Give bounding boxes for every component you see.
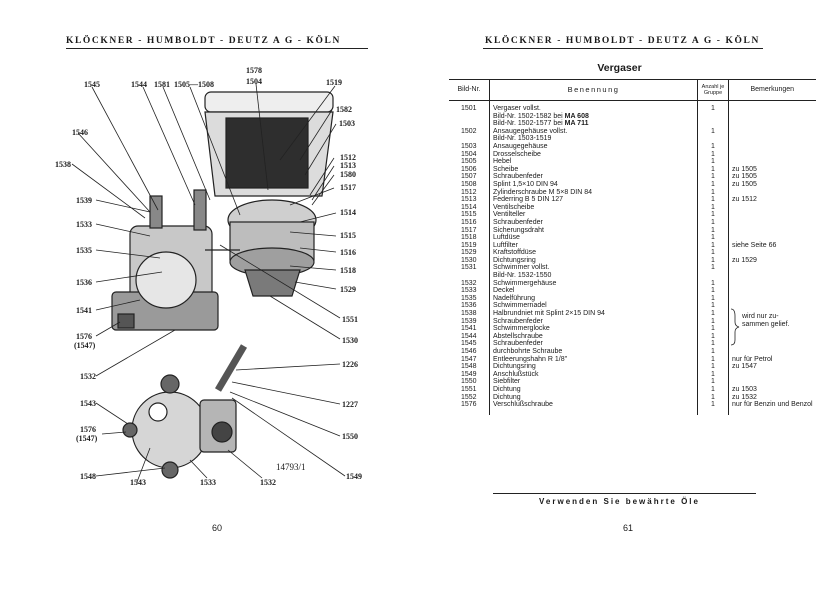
- callout-1536: 1536: [76, 278, 92, 287]
- cell-designation: Dichtungsring: [490, 257, 698, 265]
- right-page-header: KLÖCKNER - HUMBOLDT - DEUTZ A G - KÖLN: [485, 36, 760, 46]
- cell-designation: Schwimmerglocke: [490, 325, 698, 333]
- cell-quantity: 1: [698, 295, 729, 303]
- adjusting-screw: [194, 190, 206, 230]
- cell-designation: Schwimmergehäuse: [490, 280, 698, 288]
- cell-figure-no: 1536: [461, 302, 477, 310]
- cell-quantity: 1: [698, 280, 729, 288]
- cell-quantity: 1: [698, 257, 729, 265]
- cell-quantity: 1: [698, 101, 729, 113]
- cell-figure-no: 1545: [461, 340, 477, 348]
- cell-designation: Kraftstoffdüse: [490, 249, 698, 257]
- callout-1582: 1582: [336, 105, 352, 114]
- cell-figure-no: 1504: [461, 150, 477, 158]
- cell-figure-no: 1519: [461, 241, 477, 249]
- plug-screw: [118, 314, 134, 328]
- cell-quantity: 1: [698, 394, 729, 402]
- cell-remarks: zu 1529: [729, 257, 816, 265]
- cell-designation: Luftfilter: [490, 242, 698, 250]
- cell-quantity: 1: [698, 401, 729, 415]
- cell-designation: durchbohrte Schraube: [490, 348, 698, 356]
- cell-quantity: 1: [698, 310, 729, 318]
- cell-designation: Schraubenfeder: [490, 318, 698, 326]
- column-header-quantity: Anzahl je Gruppe: [698, 80, 729, 101]
- callout-1543-bottom: 1543: [130, 478, 146, 487]
- cell-designation: Schraubenfeder: [490, 219, 698, 227]
- cell-designation: Schraubenfeder: [490, 173, 698, 181]
- callout-1532-bottom: 1532: [260, 478, 276, 487]
- cell-remarks: zu 1505: [729, 181, 816, 189]
- cell-figure-no: 1503: [461, 142, 477, 150]
- callout-1512: 1512: [340, 153, 356, 162]
- cell-designation: Abstellschraube: [490, 333, 698, 341]
- callout-1549: 1549: [346, 472, 362, 481]
- drawing-code: 14793/1: [276, 462, 306, 472]
- callout-1580: 1580: [340, 170, 356, 179]
- cell-quantity: 1: [698, 371, 729, 379]
- cell-quantity: 1: [698, 158, 729, 166]
- cell-remarks: zu 1505: [729, 173, 816, 181]
- cell-designation: Siebfilter: [490, 378, 698, 386]
- cell-figure-no: 1539: [461, 317, 477, 325]
- cell-designation: Federring B 5 DIN 127: [490, 196, 698, 204]
- callout-1529: 1529: [340, 285, 356, 294]
- parts-table-title: Vergaser: [597, 62, 642, 74]
- cell-figure-no: 1576: [461, 401, 477, 409]
- cell-figure-no: 1547: [461, 355, 477, 363]
- cell-designation: Verschlußschraube: [490, 401, 698, 415]
- cell-designation: Schraubenfeder: [490, 340, 698, 348]
- cell-quantity: 1: [698, 196, 729, 204]
- cell-figure-no: 1506: [461, 165, 477, 173]
- cell-figure-no: 1548: [461, 363, 477, 371]
- column-header-figure-no: Bild-Nr.: [449, 80, 490, 101]
- cell-designation: Nadelführung: [490, 295, 698, 303]
- cell-designation: Bild-Nr. 1532-1550: [490, 272, 698, 280]
- cell-designation: Bild-Nr. 1503-1519: [490, 135, 698, 143]
- column-header-designation: Benennung: [490, 80, 698, 101]
- callout-1578: 1578: [246, 66, 262, 75]
- left-page-header: KLÖCKNER - HUMBOLDT - DEUTZ A G - KÖLN: [66, 36, 341, 46]
- cell-quantity: 1: [698, 219, 729, 227]
- cell-designation: Hebel: [490, 158, 698, 166]
- callout-1544: 1544: [131, 80, 147, 89]
- cell-figure-no: 1518: [461, 234, 477, 242]
- cell-figure-no: 1502: [461, 127, 477, 135]
- cell-designation: Bild-Nr. 1502-1577 bei MA 711: [490, 120, 698, 128]
- cell-figure-no: 1541: [461, 325, 477, 333]
- callout-1547-side: (1547): [74, 341, 96, 350]
- cell-quantity: 1: [698, 333, 729, 341]
- cell-designation: Ansaugegehäuse: [490, 143, 698, 151]
- cell-quantity: 1: [698, 128, 729, 136]
- cell-figure-no: 1544: [461, 332, 477, 340]
- cell-quantity: 1: [698, 173, 729, 181]
- callout-1514: 1514: [340, 208, 356, 217]
- callout-1530: 1530: [342, 336, 358, 345]
- callout-1535: 1535: [76, 246, 92, 255]
- cell-designation: Splint 1,5×10 DIN 94: [490, 181, 698, 189]
- callout-1576-side: 1576: [76, 332, 92, 341]
- cell-figure-no: 1532: [461, 279, 477, 287]
- cell-designation: Drosselscheibe: [490, 151, 698, 159]
- callout-1543-left: 1543: [80, 399, 96, 408]
- footer-rule: [493, 493, 756, 494]
- cell-figure-no: 1533: [461, 287, 477, 295]
- cell-designation: Zylinderschraube M 5×8 DIN 84: [490, 189, 698, 197]
- cell-quantity: 1: [698, 234, 729, 242]
- cell-quantity: 1: [698, 211, 729, 219]
- cell-quantity: 1: [698, 166, 729, 174]
- cell-designation: Anschlußstück: [490, 371, 698, 379]
- float-bowl: [136, 252, 196, 308]
- cell-figure-no: 1535: [461, 294, 477, 302]
- cell-figure-no: 1552: [461, 393, 477, 401]
- cell-quantity: 1: [698, 143, 729, 151]
- brace-note: wird nur zu- sammen gelief.: [742, 313, 790, 328]
- cell-remarks: zu 1532: [729, 394, 816, 402]
- cell-quantity: 1: [698, 340, 729, 348]
- callout-1513: 1513: [340, 161, 356, 170]
- cell-figure-no: 1530: [461, 256, 477, 264]
- cell-remarks: zu 1547: [729, 363, 816, 371]
- cell-quantity: 1: [698, 363, 729, 371]
- cell-figure-no: 1546: [461, 348, 477, 355]
- callout-1533-side: 1533: [76, 220, 92, 229]
- air-filter-lid: [205, 92, 333, 112]
- cell-quantity: 1: [698, 249, 729, 257]
- cell-figure-no: 1514: [461, 203, 477, 211]
- cell-quantity: 1: [698, 242, 729, 250]
- callout-1576-bottom: 1576: [80, 425, 96, 434]
- cell-figure-no: 1538: [461, 310, 477, 318]
- cell-figure-no: 1508: [461, 180, 477, 188]
- callout-1550: 1550: [342, 432, 358, 441]
- cell-quantity: 1: [698, 318, 729, 326]
- callout-1517: 1517: [340, 183, 356, 192]
- cell-designation: Luftdüse: [490, 234, 698, 242]
- callout-1538: 1538: [55, 160, 71, 169]
- right-page-number: 61: [623, 523, 634, 533]
- cell-quantity: 1: [698, 181, 729, 189]
- cell-designation: Dichtung: [490, 386, 698, 394]
- cell-designation: Bild-Nr. 1502-1582 bei MA 608: [490, 113, 698, 121]
- left-page-number: 60: [212, 523, 223, 533]
- cell-remarks: zu 1512: [729, 196, 816, 204]
- cell-figure-no: 1515: [461, 211, 477, 219]
- cell-quantity: 1: [698, 287, 729, 295]
- cell-designation: Sicherungsdraht: [490, 227, 698, 235]
- cell-quantity: 1: [698, 151, 729, 159]
- cell-quantity: 1: [698, 386, 729, 394]
- cell-designation: Schwimmer vollst.: [490, 264, 698, 272]
- cell-designation: Vergaser vollst.: [490, 101, 698, 113]
- cell-remarks: nur für Petrol: [729, 356, 816, 364]
- callout-1547-bottom: (1547): [76, 434, 98, 443]
- cell-remarks: siehe Seite 66: [729, 242, 816, 250]
- callout-1227: 1227: [342, 400, 358, 409]
- cell-quantity: 1: [698, 356, 729, 364]
- cell-figure-no: 1517: [461, 226, 477, 234]
- cell-designation: Deckel: [490, 287, 698, 295]
- cell-figure-no: 1551: [461, 385, 477, 393]
- cell-designation: Ansaugegehäuse vollst.: [490, 128, 698, 136]
- callout-1503: 1503: [339, 119, 355, 128]
- callout-1515: 1515: [340, 231, 356, 240]
- callout-1518: 1518: [340, 266, 356, 275]
- model-designation: MA 608: [564, 112, 589, 120]
- callout-1546: 1546: [72, 128, 88, 137]
- cell-quantity: 1: [698, 348, 729, 356]
- cell-remarks: zu 1503: [729, 386, 816, 394]
- cell-figure-no: 1512: [461, 188, 477, 196]
- cell-designation: Halbrundniet mit Splint 2×15 DIN 94: [490, 310, 698, 318]
- callout-1504: 1504: [246, 77, 262, 86]
- grouping-brace: [731, 309, 739, 345]
- cell-quantity: 1: [698, 227, 729, 235]
- brace-graphic: [413, 0, 826, 600]
- cell-figure-no: 1550: [461, 378, 477, 386]
- float-spring: [150, 196, 162, 228]
- callout-1533-bottom: 1533: [200, 478, 216, 487]
- cell-quantity: 1: [698, 264, 729, 272]
- cell-quantity: 1: [698, 302, 729, 310]
- callout-1551: 1551: [342, 315, 358, 324]
- column-header-remarks: Bemerkungen: [729, 80, 816, 101]
- cell-figure-no: 1529: [461, 249, 477, 257]
- callout-1541: 1541: [76, 306, 92, 315]
- callout-1539: 1539: [76, 196, 92, 205]
- callout-1581: 1581: [154, 80, 170, 89]
- right-page: [413, 0, 826, 600]
- cell-quantity: 1: [698, 204, 729, 212]
- cell-figure-no: 1531: [461, 264, 477, 272]
- cell-quantity: 1: [698, 378, 729, 386]
- cell-figure-no: 1505: [461, 158, 477, 166]
- callout-1532-side: 1532: [80, 372, 96, 381]
- footer-slogan: Verwenden Sie bewährte Öle: [539, 497, 700, 506]
- callout-1226: 1226: [342, 360, 358, 369]
- cell-figure-no: 1516: [461, 218, 477, 226]
- air-filter-inner-shadow: [226, 118, 308, 188]
- cell-figure-no: 1507: [461, 173, 477, 181]
- callout-1545: 1545: [84, 80, 100, 89]
- cell-designation: Entleerungshahn R 1/8": [490, 356, 698, 364]
- callout-1519: 1519: [326, 78, 342, 87]
- cell-figure-no: 1513: [461, 196, 477, 204]
- callout-1548: 1548: [80, 472, 96, 481]
- cell-quantity: 1: [698, 325, 729, 333]
- cell-designation: Dichtung: [490, 394, 698, 402]
- model-designation: MA 711: [564, 120, 589, 128]
- cell-designation: Ventilteller: [490, 211, 698, 219]
- cell-designation: Ventilscheibe: [490, 204, 698, 212]
- cell-designation: Scheibe: [490, 166, 698, 174]
- cell-remarks: zu 1505: [729, 166, 816, 174]
- callout-1505-1508: 1505—1508: [174, 80, 214, 89]
- air-nozzle: [245, 270, 300, 296]
- callout-1516: 1516: [340, 248, 356, 257]
- cell-figure-no: 1549: [461, 370, 477, 378]
- cell-quantity: 1: [698, 189, 729, 197]
- float-housing-top-view: [132, 392, 208, 468]
- cell-remarks: nur für Benzin und Benzol: [729, 401, 816, 415]
- cell-figure-no: 1501: [461, 105, 477, 112]
- cell-designation: Dichtungsring: [490, 363, 698, 371]
- cell-designation: Schwimmernadel: [490, 302, 698, 310]
